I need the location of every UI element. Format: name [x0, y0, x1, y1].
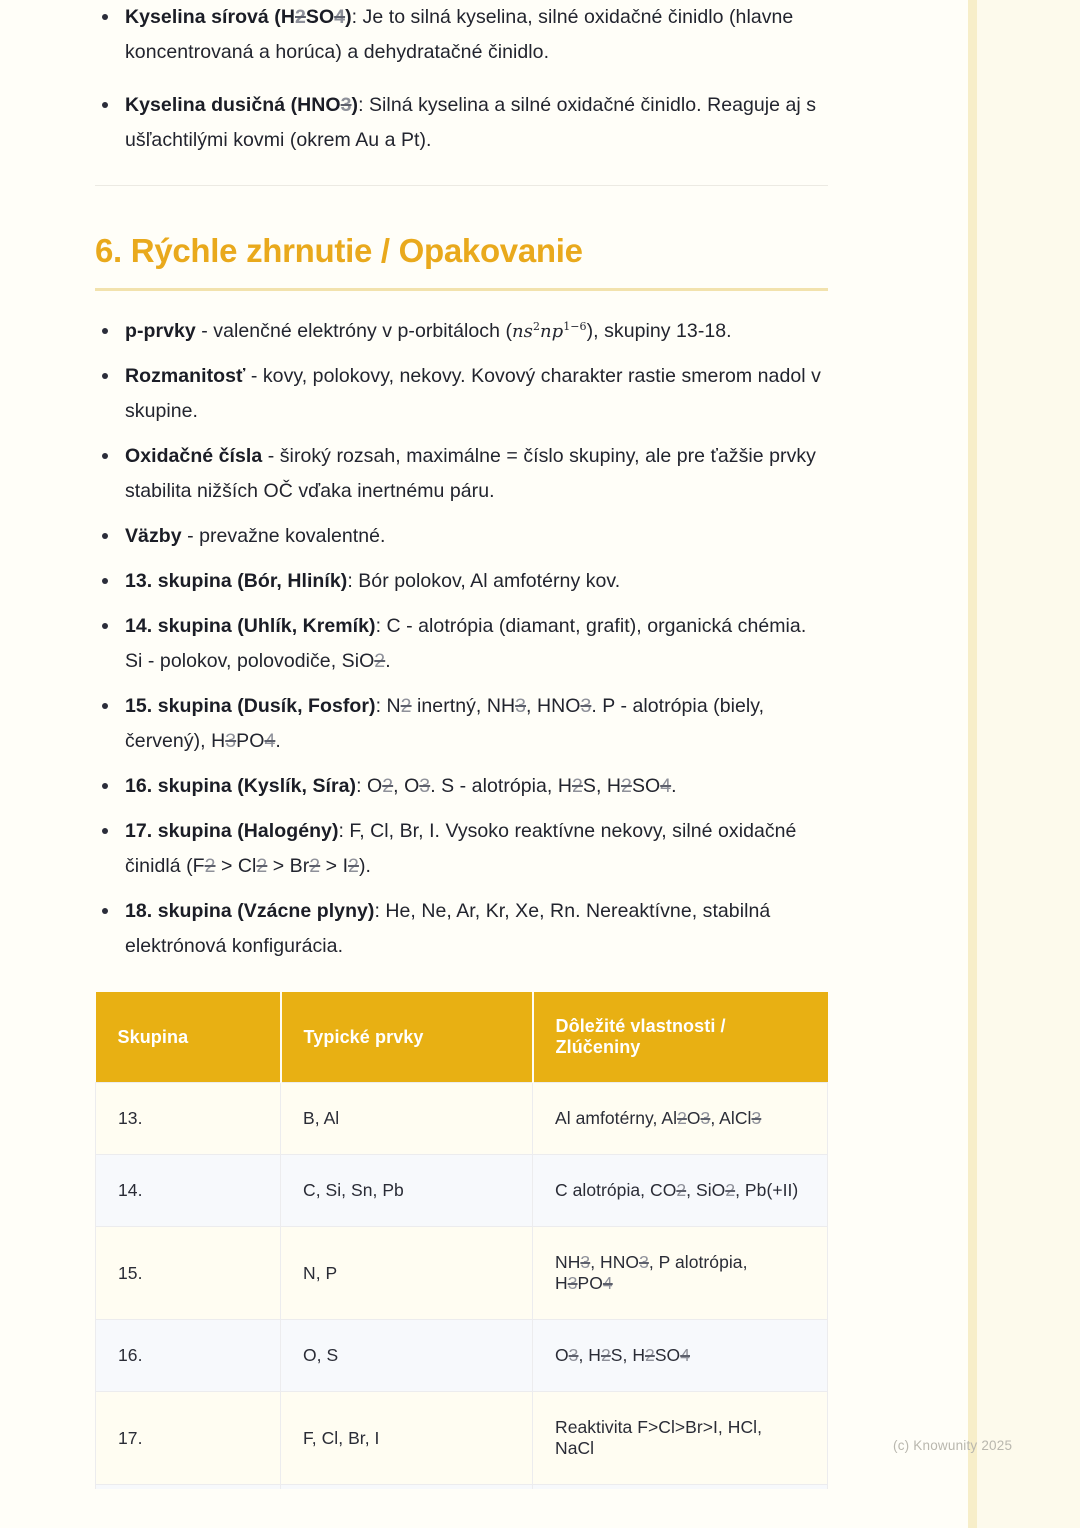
item-body: : He, Ne, Ar, Kr, Xe, Rn. Nereaktívne, stabilná elektrónová konfigurácia.: [125, 900, 771, 958]
item-body: - prevažne kovalentné.: [181, 525, 386, 548]
subscript: 4: [602, 1273, 613, 1294]
term-label: Kyselina sírová (H2SO4): [125, 6, 352, 28]
term-label: 17. skupina (Halogény): [125, 820, 339, 843]
table-header-row: [96, 992, 828, 1083]
subscript: 2: [677, 1108, 687, 1129]
subscript: 2: [309, 855, 321, 878]
table-row: [96, 1083, 828, 1155]
table-row: [96, 1155, 828, 1227]
list-item-nitric-acid: [95, 88, 828, 158]
watermark: (c) Knowunity 2025: [893, 1438, 1013, 1453]
electron-configuration: $ns^2np^{1-6}$: [512, 320, 587, 343]
subscript: 3: [225, 730, 237, 753]
term-label: p-prvky: [125, 320, 196, 343]
subscript: 2: [572, 775, 583, 798]
cell-properties: Al amfotérny, Al2O3, AlCl3: [533, 1083, 828, 1155]
cell-properties: Reaktivita F>Cl>Br>I, HCl, NaCl: [533, 1392, 828, 1485]
list-item-diversity: [95, 359, 828, 429]
item-body: - široký rozsah, maximálne = číslo skupiny, ale pre ťažšie prvky stabilita nižších OČ vďaka inertnému páru.: [125, 445, 816, 503]
term-label: 15. skupina (Dusík, Fosfor): [125, 695, 376, 718]
cell-group: [96, 1485, 281, 1490]
term-label: 18. skupina (Vzácne plyny): [125, 900, 375, 923]
cell-group: 17.: [96, 1392, 281, 1485]
cell-elements: [281, 1485, 533, 1490]
subscript: 2: [382, 775, 394, 798]
subscript: 2: [294, 6, 306, 28]
subscript: 3: [751, 1108, 762, 1129]
cell-group: 15.: [96, 1227, 281, 1320]
term-label: Väzby: [125, 525, 182, 548]
cell-properties: C alotrópia, CO2, SiO2, Pb(+II): [533, 1155, 828, 1227]
cell-properties: NH3, HNO3, P alotrópia, H3PO4: [533, 1227, 828, 1320]
subscript: 2: [725, 1180, 736, 1201]
term-label: Kyselina dusičná (HNO3): [125, 94, 359, 116]
subscript: 3: [639, 1252, 649, 1273]
cell-properties: [533, 1485, 828, 1490]
item-body: - valenčné elektróny v p-orbitáloch (: [195, 320, 513, 343]
subscript: 2: [374, 650, 386, 673]
term-label: Oxidačné čísla: [125, 445, 263, 468]
item-body: : Silná kyselina a silné oxidačné činidlo. Reaguje aj s ušľachtilými kovmi (okrem Au a Pt).: [125, 94, 817, 151]
table-row: [96, 1392, 828, 1485]
cell-elements: B, Al: [281, 1083, 533, 1155]
cell-group: 14.: [96, 1155, 281, 1227]
term-label: 16. skupina (Kyslík, Síra): [125, 775, 357, 798]
column-header-group: Skupina: [96, 992, 281, 1083]
item-body-tail: ), skupiny 13-18.: [586, 320, 732, 343]
subscript: 2: [400, 695, 412, 718]
table-row: [96, 1320, 828, 1392]
term-label: 14. skupina (Uhlík, Kremík): [125, 615, 376, 638]
subscript: 2: [204, 855, 216, 878]
table-row: [96, 1485, 828, 1490]
subscript: 3: [515, 695, 527, 718]
acids-list: [95, 0, 828, 158]
subscript: 2: [600, 1345, 611, 1366]
subscript: 3: [700, 1108, 711, 1129]
list-item-group-17: 17. skupina (Halogény): F, Cl, Br, I. Vysoko reaktívne nekovy, silné oxidačné činidlá (F2 > Cl2 > Br2 > I2).: [95, 814, 828, 884]
section-divider: [95, 185, 828, 186]
cell-group: 16.: [96, 1320, 281, 1392]
cell-group: 13.: [96, 1083, 281, 1155]
item-body: : O: [356, 775, 383, 798]
list-item-group-14: 14. skupina (Uhlík, Kremík): C - alotrópia (diamant, grafit), organická chémia. Si - polokov, polovodiče, SiO2.: [95, 609, 828, 679]
subscript: 3: [568, 1345, 579, 1366]
item-body: : Je to silná kyselina, silné oxidačné činidlo (hlavne koncentrovaná a horúca) a dehydratačné činidlo.: [125, 6, 794, 63]
item-body: : F, Cl, Br, I. Vysoko reaktívne nekovy, silné oxidačné činidlá (F: [125, 820, 797, 878]
subscript: 4: [334, 6, 346, 28]
table-body: [96, 1083, 828, 1490]
subscript: 3: [580, 695, 592, 718]
list-item-bonds: [95, 519, 828, 554]
item-body: - kovy, polokovy, nekovy. Kovový charakter rastie smerom nadol v skupine.: [125, 365, 821, 423]
subscript: 2: [348, 855, 359, 878]
term-label: Rozmanitosť: [125, 365, 246, 388]
term-label: 13. skupina (Bór, Hliník): [125, 570, 348, 593]
column-header-properties: Dôležité vlastnosti / Zlúčeniny: [533, 992, 828, 1083]
subscript: 2: [676, 1180, 687, 1201]
summary-list: [95, 314, 828, 964]
table-row: [96, 1227, 828, 1320]
cell-elements: N, P: [281, 1227, 533, 1320]
subscript: 3: [419, 775, 431, 798]
list-item-oxidation-numbers: [95, 439, 828, 509]
summary-table: [95, 992, 828, 1489]
page-title: 6. Rýchle zhrnutie / Opakovanie: [95, 232, 583, 269]
list-item-group-16: 16. skupina (Kyslík, Síra): O2, O3. S - alotrópia, H2S, H2SO4.: [95, 769, 828, 804]
subscript: 4: [264, 730, 276, 753]
item-body: : N: [375, 695, 401, 718]
item-body: : C - alotrópia (diamant, grafit), organická chémia. Si - polokov, polovodiče, SiO: [125, 615, 807, 673]
list-item-sulfuric-acid: [95, 0, 828, 70]
list-item-group-18: [95, 894, 828, 964]
item-body: : Bór polokov, Al amfotérny kov.: [347, 570, 621, 593]
page-right-edge: [968, 0, 1080, 1528]
table-head: [96, 992, 828, 1083]
subscript: 3: [580, 1252, 591, 1273]
cell-elements: F, Cl, Br, I: [281, 1392, 533, 1485]
subscript: 2: [256, 855, 268, 878]
list-item-group-13: [95, 564, 828, 599]
cell-elements: O, S: [281, 1320, 533, 1392]
subscript: 3: [567, 1273, 578, 1294]
subscript: 2: [621, 775, 632, 798]
subscript: 3: [340, 94, 352, 116]
subscript: 4: [680, 1345, 690, 1366]
cell-properties: O3, H2S, H2SO4: [533, 1320, 828, 1392]
subscript: 2: [645, 1345, 655, 1366]
summary-table-wrapper: [95, 992, 828, 1489]
subscript: 4: [660, 775, 672, 798]
column-header-elements: Typické prvky: [281, 992, 533, 1083]
cell-elements: C, Si, Sn, Pb: [281, 1155, 533, 1227]
list-item-group-15: 15. skupina (Dusík, Fosfor): N2 inertný, NH3, HNO3. P - alotrópia (biely, červený), H3PO4.: [95, 689, 828, 759]
list-item-p-elements: [95, 314, 828, 349]
title-underline: [95, 288, 828, 291]
document-content: [95, 0, 828, 1489]
